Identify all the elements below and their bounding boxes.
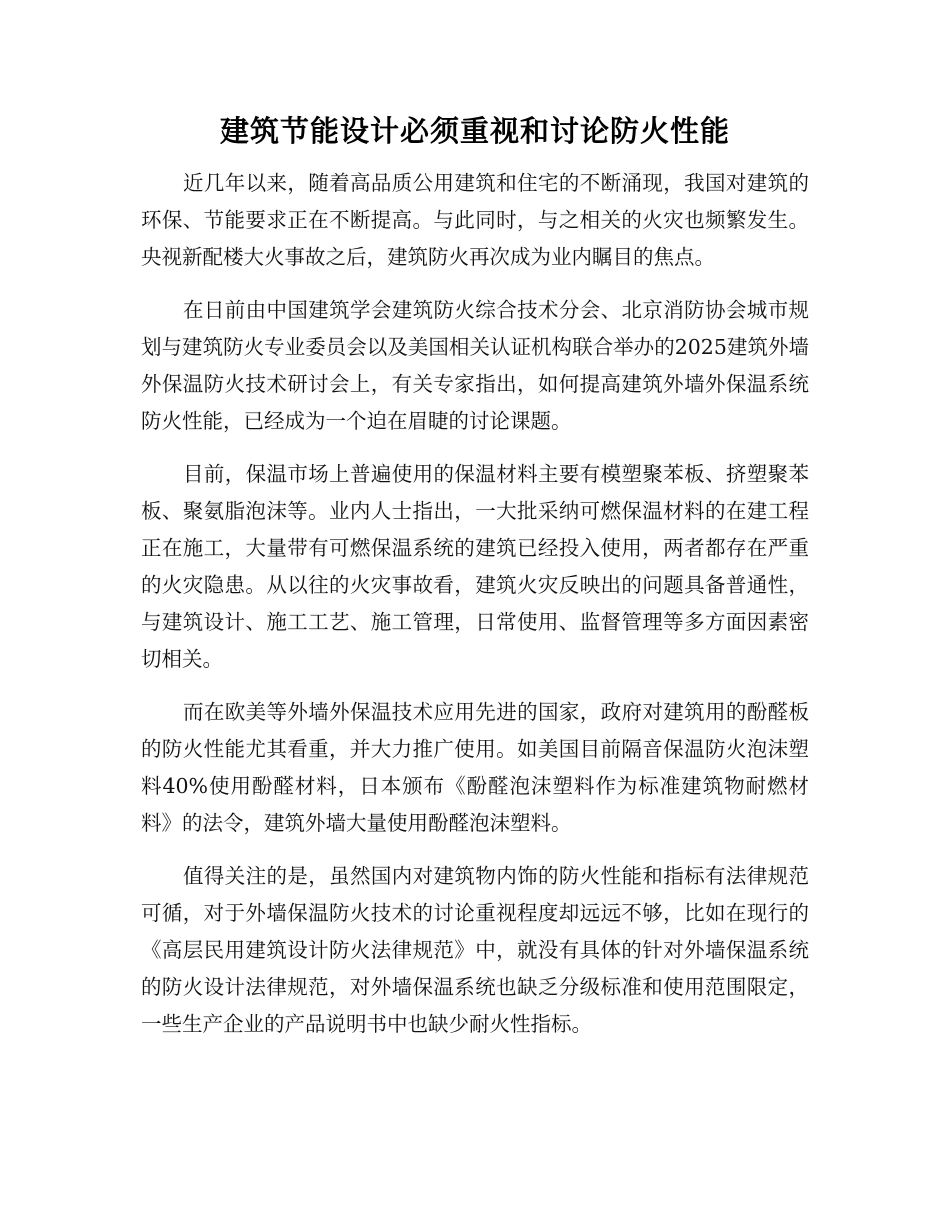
paragraph-4: 而在欧美等外墙外保温技术应用先进的国家，政府对建筑用的酚醛板的防火性能尤其看重，并大力推广使用。如美国目前隔音保温防火泡沫塑料40%使用酚醛材料，日本颁布《酚醛泡沫塑料作为标准建筑物耐燃材料》的法令，建筑外墙大量使用酚醛泡沫塑料。 [141, 700, 809, 835]
document-body [141, 165, 809, 1059]
paragraph-5: 值得关注的是，虽然国内对建筑物内饰的防火性能和指标有法律规范可循，对于外墙保温防火技术的讨论重视程度却远远不够，比如在现行的《高层民用建筑设计防火法律规范》中，就没有具体的针对外墙保温系统的防火设计法律规范，对外墙保温系统也缺乏分级标准和使用范围限定，一些生产企业的产品说明书中也缺少耐火性指标。 [141, 864, 809, 1036]
document-title: 建筑节能设计必须重视和讨论防火性能 [219, 114, 730, 148]
paragraph-1: 近几年以来，随着高品质公用建筑和住宅的不断涌现，我国对建筑的环保、节能要求正在不断提高。与此同时，与之相关的火灾也频繁发生。央视新配楼大火事故之后，建筑防火再次成为业内瞩目的焦点。 [141, 171, 809, 269]
paragraph-2: 在日前由中国建筑学会建筑防火综合技术分会、北京消防协会城市规划与建筑防火专业委员会以及美国相关认证机构联合举办的2025建筑外墙外保温防火技术研讨会上，有关专家指出，如何提高建筑外墙外保温系统防火性能，已经成为一个迫在眉睫的讨论课题。 [141, 298, 809, 433]
paragraph-3: 目前，保温市场上普遍使用的保温材料主要有模塑聚苯板、挤塑聚苯板、聚氨脂泡沫等。业内人士指出，一大批采纳可燃保温材料的在建工程正在施工，大量带有可燃保温系统的建筑已经投入使用，两者都存在严重的火灾隐患。从以往的火灾事故看，建筑火灾反映出的问题具备普通性，与建筑设计、施工工艺、施工管理，日常使用、监督管理等多方面因素密切相关。 [141, 462, 809, 671]
